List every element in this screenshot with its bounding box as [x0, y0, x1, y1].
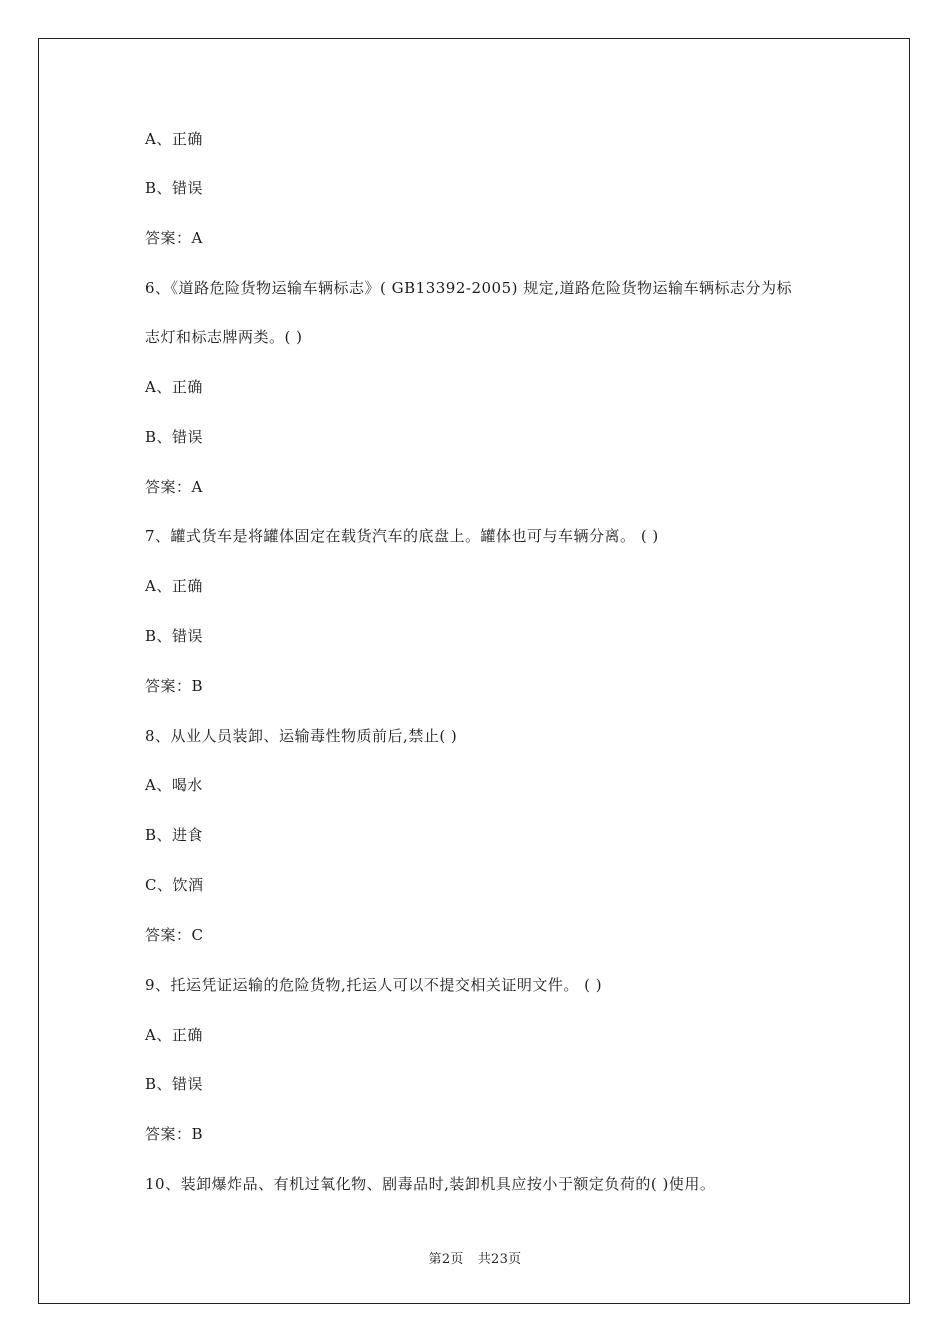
option-a: A、喝水 [145, 776, 203, 794]
question-6: 6、《道路危险货物运输车辆标志》( GB13392-2005) 规定,道路危险货物运输车辆标志分为标 [145, 279, 793, 297]
option-b: B、错误 [145, 179, 204, 197]
option-b: B、错误 [145, 1075, 204, 1093]
page-footer [0, 1248, 950, 1267]
answer: 答案：A [145, 229, 203, 247]
page-number: 第2页 [428, 1252, 464, 1267]
answer: 答案：B [145, 677, 204, 695]
answer: 答案：B [145, 1125, 204, 1143]
option-b: B、进食 [145, 826, 204, 844]
option-a: A、正确 [145, 577, 203, 595]
question-8: 8、从业人员装卸、运输毒性物质前后,禁止( ) [145, 727, 458, 745]
question-6-cont: 志灯和标志牌两类。( ) [145, 328, 303, 346]
question-9: 9、托运凭证运输的危险货物,托运人可以不提交相关证明文件。 ( ) [145, 976, 603, 994]
option-a: A、正确 [145, 378, 203, 396]
question-7: 7、罐式货车是将罐体固定在载货汽车的底盘上。罐体也可与车辆分离。 ( ) [145, 527, 659, 545]
answer: 答案：C [145, 926, 204, 944]
option-b: B、错误 [145, 428, 204, 446]
answer: 答案：A [145, 478, 203, 496]
question-10: 10、装卸爆炸品、有机过氧化物、剧毒品时,装卸机具应按小于额定负荷的( )使用。 [145, 1175, 716, 1193]
page-total: 共23页 [477, 1252, 522, 1267]
option-a: A、正确 [145, 130, 203, 148]
option-b: B、错误 [145, 627, 204, 645]
option-a: A、正确 [145, 1026, 203, 1044]
option-c: C、饮酒 [145, 876, 204, 894]
